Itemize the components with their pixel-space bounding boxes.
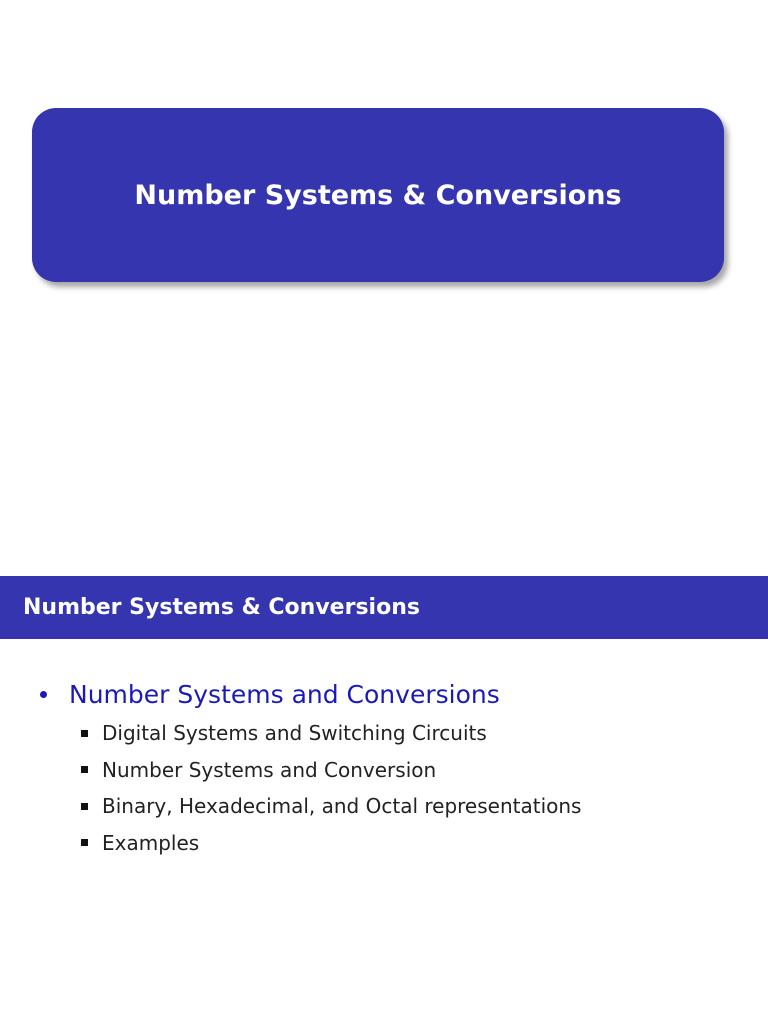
header-band xyxy=(0,576,768,639)
bullet-list xyxy=(0,674,768,861)
sub-bullet-text: Number Systems and Conversion xyxy=(102,757,437,782)
slide-title-text: Number Systems & Conversions xyxy=(134,179,622,211)
bullet-dot-icon xyxy=(40,691,47,698)
slide-content xyxy=(0,576,768,1024)
title-box xyxy=(32,108,724,282)
square-bullet-icon xyxy=(81,730,88,737)
square-bullet-icon xyxy=(81,803,88,810)
sub-bullet-item xyxy=(0,715,768,752)
sub-bullet-text: Digital Systems and Switching Circuits xyxy=(102,721,487,746)
sub-bullet-text: Binary, Hexadecimal, and Octal representations xyxy=(102,794,582,819)
sub-bullet-list xyxy=(0,715,768,861)
bullet-main-item xyxy=(0,674,768,714)
square-bullet-icon xyxy=(81,839,88,846)
sub-bullet-item xyxy=(0,752,768,789)
slide-header-text: Number Systems & Conversions xyxy=(23,595,420,620)
square-bullet-icon xyxy=(81,766,88,773)
sub-bullet-item xyxy=(0,825,768,862)
sub-bullet-item xyxy=(0,788,768,825)
sub-bullet-text: Examples xyxy=(102,830,200,855)
bullet-main-text: Number Systems and Conversions xyxy=(69,679,500,709)
